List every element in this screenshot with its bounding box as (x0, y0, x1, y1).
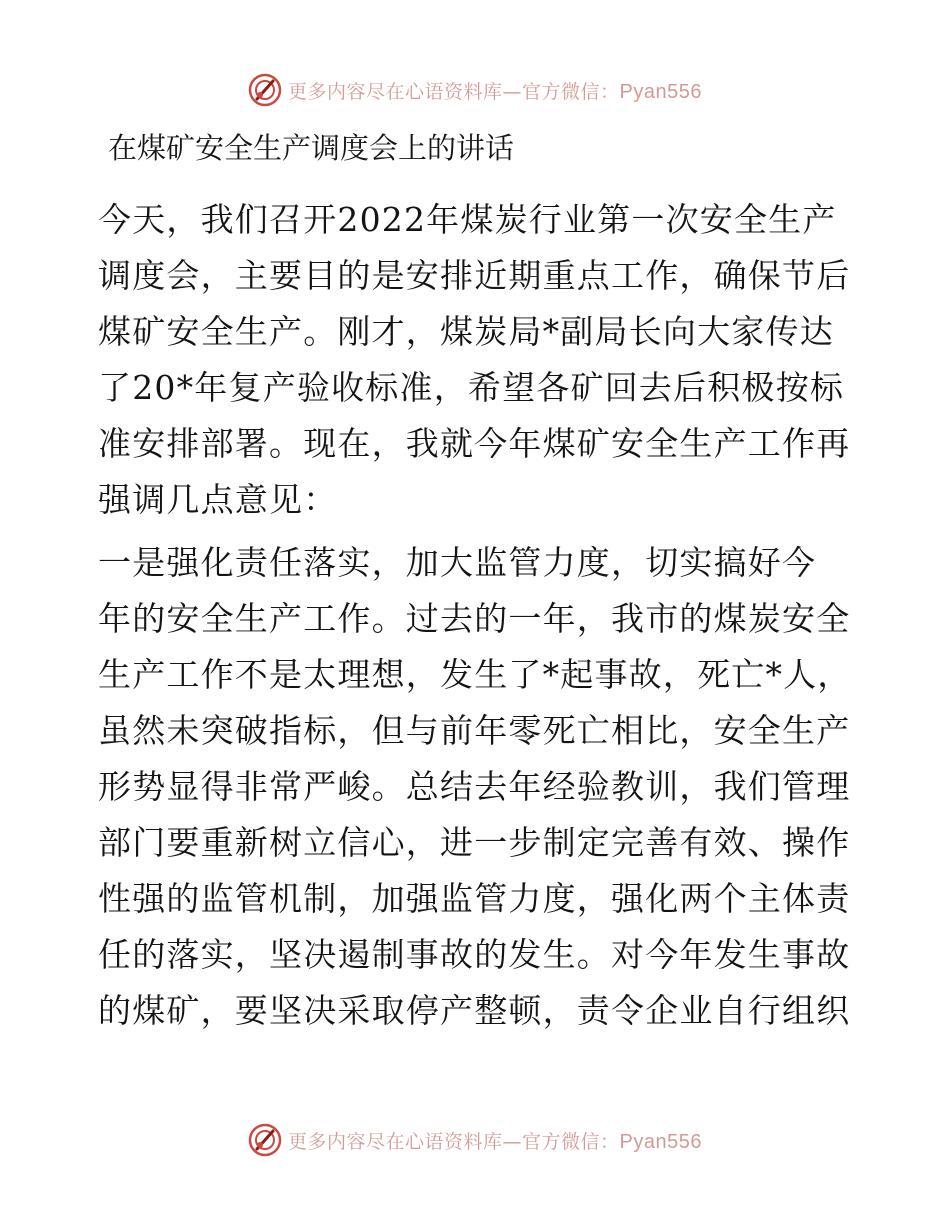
paragraph-line: 性强的监管机制，加强监管力度，强化两个主体责 (98, 879, 851, 918)
watermark-banner-top (0, 70, 950, 110)
watermark-separator: — (502, 80, 523, 103)
paragraph-2 (98, 535, 858, 1039)
paragraph-line: 年的安全生产工作。过去的一年，我市的煤炭安全 (98, 599, 851, 638)
paragraph-line: 今天，我们召开2022年煤炭行业第一次安全生产 (98, 200, 837, 239)
paragraph-line: 强调几点意见： (98, 480, 338, 519)
watermark-brand: 更多内容尽在心语资料库 (288, 1130, 503, 1153)
brand-logo-icon (248, 1123, 282, 1157)
paragraph-line: 任的落实，坚决遏制事故的发生。对今年发生事故 (98, 935, 851, 974)
watermark-text (288, 77, 702, 104)
paragraph-line: 煤矿安全生产。刚才，煤炭局*副局长向大家传达 (98, 312, 834, 351)
paragraph-line: 调度会，主要目的是安排近期重点工作，确保节后 (98, 256, 851, 295)
paragraph-line: 的煤矿，要坚决采取停产整顿，责令企业自行组织 (98, 991, 851, 1030)
watermark-banner-bottom (0, 1120, 950, 1160)
paragraph-line: 部门要重新树立信心，进一步制定完善有效、操作 (98, 823, 851, 862)
watermark-official: 官方微信： (522, 1130, 620, 1153)
paragraph-line: 生产工作不是太理想，发生了*起事故，死亡*人， (98, 655, 852, 694)
watermark-separator: — (502, 1130, 523, 1153)
watermark-brand: 更多内容尽在心语资料库 (288, 80, 503, 103)
paragraph-line: 一是强化责任落实，加大监管力度，切实搞好今 (98, 543, 817, 582)
watermark-official: 官方微信： (522, 80, 620, 103)
paragraph-line: 了20*年复产验收标准，希望各矿回去后积极按标 (98, 368, 845, 407)
watermark-text (288, 1127, 702, 1154)
watermark-handle: Pyan556 (619, 80, 702, 103)
paragraph-1 (98, 192, 858, 528)
paragraph-line: 准安排部署。现在，我就今年煤矿安全生产工作再 (98, 424, 851, 463)
brand-logo-icon (248, 73, 282, 107)
paragraph-line: 形势显得非常严峻。总结去年经验教训，我们管理 (98, 767, 851, 806)
watermark-handle: Pyan556 (619, 1130, 702, 1153)
paragraph-line: 虽然未突破指标，但与前年零死亡相比，安全生产 (98, 711, 851, 750)
document-title: 在煤矿安全生产调度会上的讲话 (108, 131, 515, 165)
